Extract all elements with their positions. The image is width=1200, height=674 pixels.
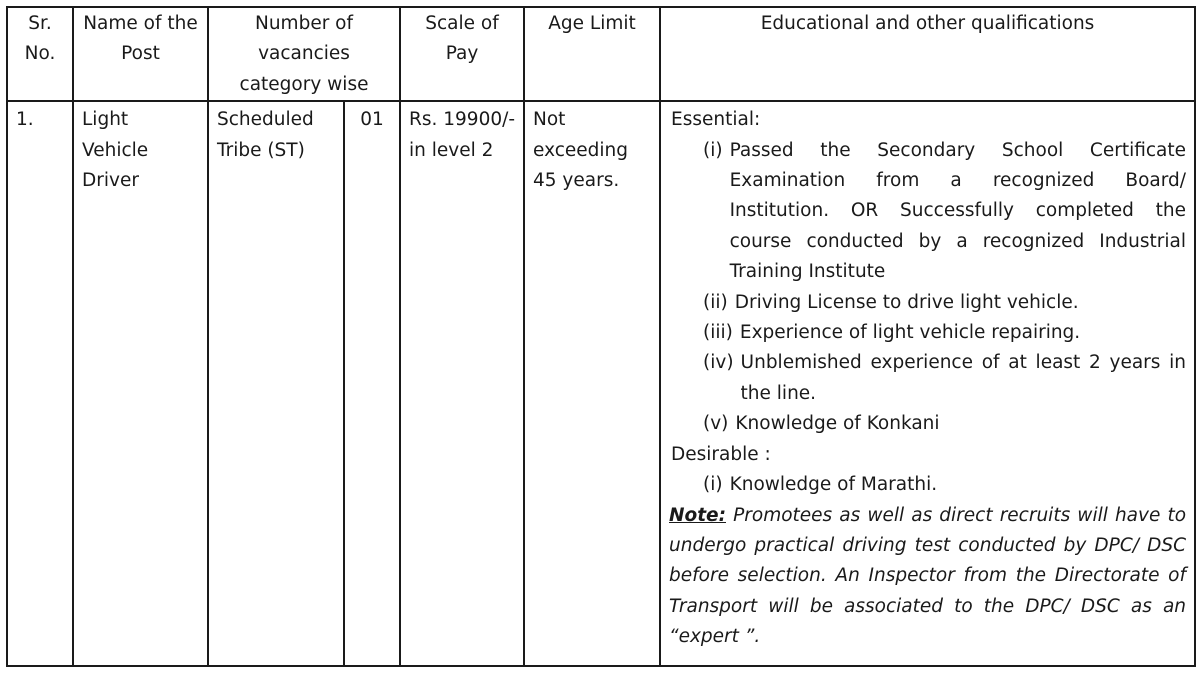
note-label: Note:	[669, 504, 726, 526]
desirable-list	[669, 470, 1186, 500]
list-item-number: (iv)	[703, 352, 734, 374]
cell-category: Scheduled Tribe (ST)	[208, 101, 344, 666]
desirable-heading: Desirable :	[671, 443, 771, 465]
list-item-text: Unblemished experience of at least 2 years in the line.	[740, 352, 1187, 404]
header-sr-no: Sr. No.	[7, 7, 73, 101]
vacancy-table	[6, 6, 1196, 667]
list-item-number: (i)	[703, 139, 723, 161]
cell-qualifications	[660, 101, 1195, 666]
list-item	[703, 470, 1186, 500]
list-item-number: (i)	[703, 474, 723, 496]
essential-list	[669, 136, 1186, 440]
list-item-number: (ii)	[703, 291, 728, 313]
table-header-row	[7, 7, 1195, 101]
list-item	[703, 409, 1186, 439]
list-item-text: Experience of light vehicle repairing.	[739, 322, 1081, 344]
list-item-text: Driving License to drive light vehicle.	[734, 291, 1079, 313]
list-item	[703, 348, 1186, 409]
cell-scale-of-pay: Rs. 19900/- in level 2	[400, 101, 524, 666]
cell-post-name: Light Vehicle Driver	[73, 101, 208, 666]
recruitment-document	[6, 6, 1194, 668]
list-item-text: Knowledge of Konkani	[735, 413, 940, 435]
essential-heading: Essential:	[671, 109, 761, 131]
header-qualifications: Educational and other qualifications	[660, 7, 1195, 101]
list-item-text: Knowledge of Marathi.	[729, 474, 938, 496]
header-vacancies: Number of vacancies category wise	[208, 7, 400, 101]
list-item-number: (v)	[703, 413, 729, 435]
header-post-name: Name of the Post	[73, 7, 208, 101]
list-item-text: Passed the Secondary School Certificate Examination from a recognized Board/ Institution. OR Successfully completed the course conducted by a recognized Industrial Training Institute	[729, 139, 1187, 283]
cell-age-limit: Not exceeding 45 years.	[524, 101, 660, 666]
list-item	[703, 318, 1186, 348]
list-item-number: (iii)	[703, 322, 733, 344]
note-text: Promotees as well as direct recruits will have to undergo practical driving test conducted by DPC/ DSC before selection. An Inspector from the Directorate of Transport will be associated to the DPC/ DSC as an “expert ”.	[669, 504, 1187, 648]
note-paragraph	[669, 501, 1186, 653]
header-scale-of-pay: Scale of Pay	[400, 7, 524, 101]
list-item	[703, 136, 1186, 288]
header-age-limit: Age Limit	[524, 7, 660, 101]
list-item	[703, 288, 1186, 318]
cell-vacancy-count: 01	[344, 101, 400, 666]
cell-sr-no: 1.	[7, 101, 73, 666]
table-row	[7, 101, 1195, 666]
